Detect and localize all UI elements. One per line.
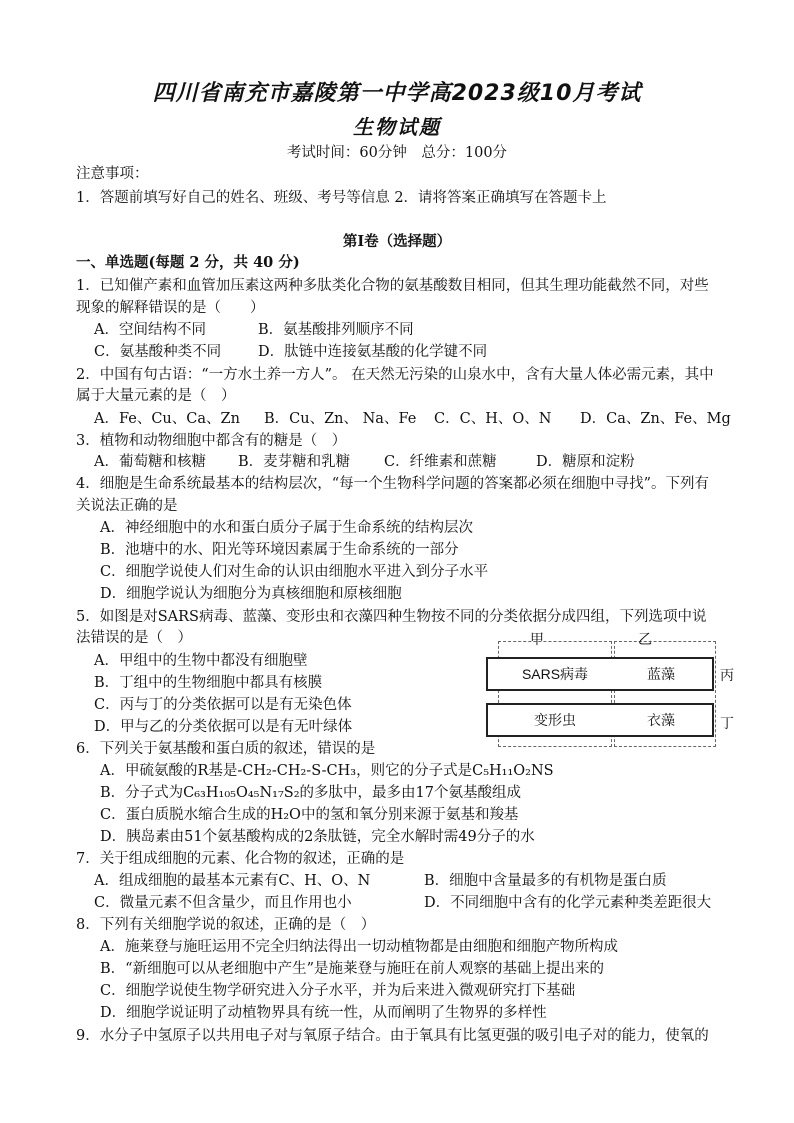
q2-stem-line2: 属于大量元素的是（ ） xyxy=(76,388,236,404)
q4-option-a: A．神经细胞中的水和蛋白质分子属于生命系统的结构层次 xyxy=(100,520,473,536)
exam-title: 四川省南充市嘉陵第一中学高2023级10月考试 xyxy=(152,81,642,106)
exam-info: 考试时间：60分钟 总分：100分 xyxy=(286,145,508,161)
q1-option-d: D．肽链中连接氨基酸的化学键不同 xyxy=(258,344,488,360)
section-part: 一、单选题(每题 2 分，共 40 分) xyxy=(76,254,300,271)
q3-stem: 3．植物和动物细胞中都含有的糖是（ ） xyxy=(76,433,347,449)
q4-option-b: B．池塘中的水、阳光等环境因素属于生命系统的一部分 xyxy=(100,542,459,558)
group-jia-label: 甲 xyxy=(530,632,544,648)
q6-stem: 6．下列关于氨基酸和蛋白质的叙述，错误的是 xyxy=(76,741,376,757)
q7-stem: 7．关于组成细胞的元素、化合物的叙述，正确的是 xyxy=(76,851,405,867)
q1-stem-line1: 1．已知催产素和血管加压素这两种多肽类化合物的氨基酸数目相同，但其生理功能截然不同，对些 xyxy=(76,278,709,294)
q1-option-a: A．空间结构不同 xyxy=(94,322,206,338)
notice-heading: 注意事项： xyxy=(76,166,149,182)
q4-option-c: C．细胞学说使人们对生命的认识由细胞水平进入到分子水平 xyxy=(100,564,489,580)
q5-option-a: A．甲组中的生物中都没有细胞壁 xyxy=(94,653,308,669)
cell-chlamydomonas: 衣藻 xyxy=(647,712,675,728)
group-yi-label: 乙 xyxy=(638,632,652,648)
exam-subtitle: 生物试题 xyxy=(353,115,441,139)
q5-stem-line2: 法错误的是（ ） xyxy=(76,630,192,646)
q5-stem-line1: 5．如图是对SARS病毒、蓝藻、变形虫和衣藻四种生物按不同的分类依据分成四组，下列选项中说 xyxy=(76,609,707,625)
q7-option-d: D．不同细胞中含有的化学元素种类差距很大 xyxy=(424,895,712,911)
q2-stem-line1: 2．中国有句古语：“一方水土养一方人”。 在天然无污染的山泉水中，含有大量人体必需元素，其中 xyxy=(76,367,714,383)
q7-option-b: B．细胞中含量最多的有机物是蛋白质 xyxy=(424,873,667,889)
q3-option-b: B．麦芽糖和乳糖 xyxy=(238,454,351,470)
q8-option-a: A．施莱登与施旺运用不完全归纳法得出一切动植物都是由细胞和细胞产物所构成 xyxy=(100,939,618,955)
cell-cyanobacteria: 蓝藻 xyxy=(647,666,675,682)
q3-option-c: C．纤维素和蔗糖 xyxy=(384,454,497,470)
group-bing-label: 丙 xyxy=(720,668,734,684)
q8-option-b: B．“新细胞可以从老细胞中产生”是施莱登与施旺在前人观察的基础上提出来的 xyxy=(100,961,604,977)
q8-option-d: D．细胞学说证明了动植物界具有统一性，从而阐明了生物界的多样性 xyxy=(100,1005,547,1021)
q5-option-d: D．甲与乙的分类依据可以是有无叶绿体 xyxy=(94,719,353,735)
q8-option-c: C．细胞学说使生物学研究进入分子水平，并为后来进入微观研究打下基础 xyxy=(100,983,576,999)
cell-sars-virus: SARS病毒 xyxy=(521,666,589,682)
q5-option-b: B．丁组中的生物细胞中都具有核膜 xyxy=(94,675,323,691)
q2-option-c: C．C、H、O、N xyxy=(434,411,552,427)
q6-option-b: B．分子式为C₆₃H₁₀₅O₄₅N₁₇S₂的多肽中，最多由17个氨基酸组成 xyxy=(100,785,521,801)
q7-option-c: C．微量元素不但含量少，而且作用也小 xyxy=(94,895,352,911)
q5-option-c: C．丙与丁的分类依据可以是有无染色体 xyxy=(94,697,352,713)
classification-diagram xyxy=(486,629,746,749)
notice-text: 1．答题前填写好自己的姓名、班级、考号等信息 2．请将答案正确填写在答题卡上 xyxy=(76,190,607,206)
q8-stem: 8．下列有关细胞学说的叙述，正确的是（ ） xyxy=(76,917,376,933)
group-ding-label: 丁 xyxy=(720,716,734,732)
q1-option-b: B．氨基酸排列顺序不同 xyxy=(258,322,414,338)
q3-option-d: D．糖原和淀粉 xyxy=(536,454,635,470)
q2-option-b: B．Cu、Zn、 Na、Fe xyxy=(264,411,417,427)
q2-option-a: A．Fe、Cu、Ca、Zn xyxy=(94,411,240,427)
q6-option-c: C．蛋白质脱水缩合生成的H₂O中的氢和氧分别来源于氨基和羧基 xyxy=(100,807,519,823)
q4-stem-line2: 关说法正确的是 xyxy=(76,498,178,514)
q6-option-a: A．甲硫氨酸的R基是-CH₂-CH₂-S-CH₃，则它的分子式是C₅H₁₁O₂NS xyxy=(100,763,554,779)
q3-option-a: A．葡萄糖和核糖 xyxy=(94,454,206,470)
q1-stem-line2: 现象的解释错误的是（ ） xyxy=(76,300,265,316)
q1-option-c: C．氨基酸种类不同 xyxy=(94,344,222,360)
q4-stem-line1: 4．细胞是生命系统最基本的结构层次，“每一个生物科学问题的答案都必须在细胞中寻找”。下列有 xyxy=(76,476,710,492)
q4-option-d: D．细胞学说认为细胞分为真核细胞和原核细胞 xyxy=(100,586,402,602)
q9-stem-line1: 9．水分子中氢原子以共用电子对与氧原子结合。由于氧具有比氢更强的吸引电子对的能力，使氧的 xyxy=(76,1028,709,1044)
section-title: 第Ⅰ卷（选择题） xyxy=(342,233,452,250)
q7-option-a: A．组成细胞的最基本元素有C、H、O、N xyxy=(94,873,371,889)
q2-option-d: D．Ca、Zn、Fe、Mg xyxy=(580,411,731,427)
q6-option-d: D．胰岛素由51个氨基酸构成的2条肽链，完全水解时需49分子的水 xyxy=(100,829,535,845)
cell-amoeba: 变形虫 xyxy=(534,712,576,728)
